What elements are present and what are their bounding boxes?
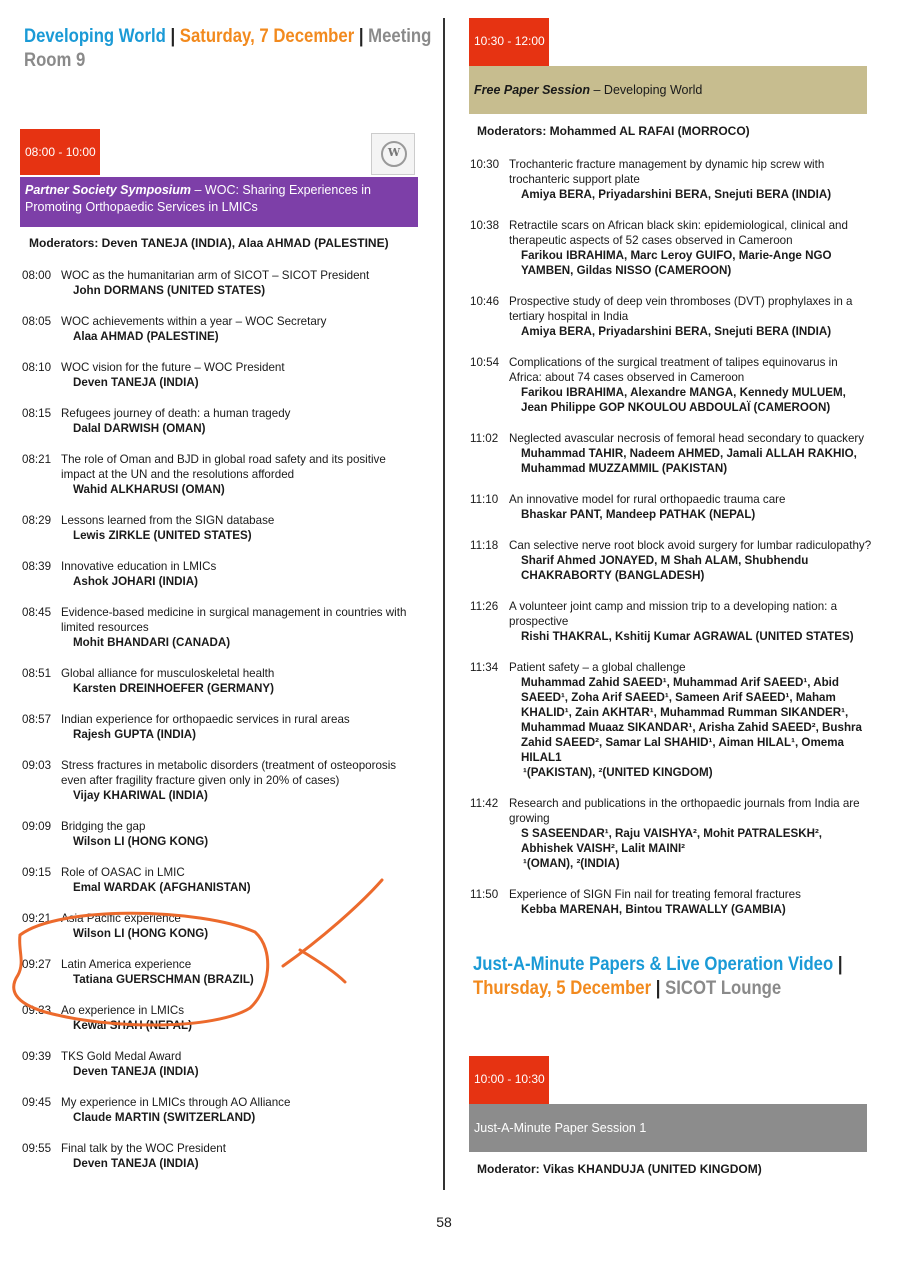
talk-authors: Deven TANEJA (INDIA) xyxy=(73,1157,199,1170)
talk-title: Can selective nerve root block avoid surgery for lumbar radiculopathy? xyxy=(509,539,872,552)
talk-item xyxy=(470,355,872,415)
talk-authors: Karsten DREINHOEFER (GERMANY) xyxy=(73,682,274,695)
talk-authors: Rishi THAKRAL, Kshitij Kumar AGRAWAL (UNITED STATES) xyxy=(521,630,854,643)
talk-authors: Mohit BHANDARI (CANADA) xyxy=(73,636,231,649)
time-badge: 08:00 - 10:00 xyxy=(20,129,100,175)
talk-title: Experience of SIGN Fin nail for treating femoral fractures xyxy=(509,888,801,901)
header-separator: | xyxy=(354,26,369,47)
talk-item xyxy=(470,492,872,522)
talk-title: Patient safety – a global challenge xyxy=(509,661,686,674)
talk-item xyxy=(470,660,872,780)
talk-title: A volunteer joint camp and mission trip to a developing nation: a prospective xyxy=(509,600,838,628)
talk-time: 08:00 xyxy=(22,269,52,282)
talk-title: Stress fractures in metabolic disorders (treatment of osteoporosis even after fragility fracture given only in 20% of cases) xyxy=(61,759,397,787)
talk-item xyxy=(470,218,872,278)
session-bar: Just-A-Minute Paper Session 1 xyxy=(469,1104,867,1152)
talk-authors: Wahid ALKHARUSI (OMAN) xyxy=(73,483,225,496)
column-divider xyxy=(443,18,445,1190)
talk-item xyxy=(470,431,872,476)
talk-time: 09:55 xyxy=(22,1142,52,1155)
header-track: Developing World xyxy=(24,26,166,47)
talk-item xyxy=(22,1049,422,1079)
page-number: 58 xyxy=(436,1214,452,1230)
talk-title: Final talk by the WOC President xyxy=(61,1142,226,1155)
talk-item xyxy=(470,157,872,202)
talk-authors: Kebba MARENAH, Bintou TRAWALLY (GAMBIA) xyxy=(521,903,786,916)
talk-list xyxy=(470,157,872,933)
talk-authors: Kewal SHAH (NEPAL) xyxy=(73,1019,192,1032)
talk-title: My experience in LMICs through AO Alliance xyxy=(61,1096,291,1109)
talk-item xyxy=(22,452,422,497)
talk-time: 09:15 xyxy=(22,866,52,879)
talk-time: 11:18 xyxy=(470,539,499,552)
talk-authors: Ashok JOHARI (INDIA) xyxy=(73,575,198,588)
talk-item xyxy=(22,1095,422,1125)
header-room-line2: Room 9 xyxy=(24,50,86,71)
talk-authors: Sharif Ahmed JONAYED, M Shah ALAM, Shubhendu CHAKRABORTY (BANGLADESH) xyxy=(521,554,809,582)
talk-time: 11:02 xyxy=(470,432,499,445)
talk-title: TKS Gold Medal Award xyxy=(61,1050,182,1063)
woc-logo xyxy=(371,133,415,175)
talk-item xyxy=(470,599,872,644)
talk-item xyxy=(22,1141,422,1171)
talk-affiliation: ¹(OMAN), ²(INDIA) xyxy=(523,857,620,870)
talk-authors: Farikou IBRAHIMA, Alexandre MANGA, Kennedy MULUEM, Jean Philippe GOP NKOULOU ABDOULAÏ (CAMEROON) xyxy=(521,386,846,414)
talk-title: Prospective study of deep vein thromboses (DVT) prophylaxes in a tertiary hospital in India xyxy=(509,295,853,323)
talk-authors: Emal WARDAK (AFGHANISTAN) xyxy=(73,881,251,894)
talk-authors: S SASEENDAR¹, Raju VAISHYA², Mohit PATRALESKH², Abhishek VAISH², Lalit MAINI² xyxy=(521,827,823,855)
talk-title: WOC achievements within a year – WOC Secretary xyxy=(61,315,327,328)
talk-title: Latin America experience xyxy=(61,958,192,971)
talk-item xyxy=(22,865,422,895)
moderators: Moderators: Deven TANEJA (INDIA), Alaa AHMAD (PALESTINE) xyxy=(29,236,389,250)
talk-title: Neglected avascular necrosis of femoral head secondary to quackery xyxy=(509,432,865,445)
talk-item xyxy=(22,819,422,849)
talk-list xyxy=(22,268,422,1187)
talk-item xyxy=(22,268,422,298)
talk-title: Refugees journey of death: a human tragedy xyxy=(61,407,291,420)
talk-item xyxy=(22,605,422,650)
talk-time: 10:30 xyxy=(470,158,500,171)
talk-authors: John DORMANS (UNITED STATES) xyxy=(73,284,266,297)
moderator: Moderator: Vikas KHANDUJA (UNITED KINGDOM) xyxy=(477,1162,762,1176)
talk-authors: Dalal DARWISH (OMAN) xyxy=(73,422,206,435)
talk-time: 11:50 xyxy=(470,888,499,901)
talk-time: 11:42 xyxy=(470,797,499,810)
talk-item xyxy=(22,513,422,543)
moderators: Moderators: Mohammed AL RAFAI (MORROCO) xyxy=(477,124,750,138)
talk-time: 10:46 xyxy=(470,295,500,308)
talk-time: 09:09 xyxy=(22,820,52,833)
talk-time: 10:54 xyxy=(470,356,500,369)
talk-authors: Claude MARTIN (SWITZERLAND) xyxy=(73,1111,256,1124)
talk-item xyxy=(22,559,422,589)
talk-authors: Muhammad Zahid SAEED¹, Muhammad Arif SAEED¹, Abid SAEED¹, Zoha Arif SAEED¹, Sameen Arif SAEED¹, Maham KHALID¹, Zain AKHTAR¹, Muhammad Rumman SIKANDER¹, Muhammad Muaaz SIKANDAR¹, Arisha Zahid SAEED², Bushra Zahid SAEED², Samar Lal SHAHID¹, Aiman HILAL¹, Omema HILAL1 xyxy=(521,676,862,764)
talk-title: Indian experience for orthopaedic services in rural areas xyxy=(61,713,350,726)
talk-time: 08:29 xyxy=(22,514,52,527)
section2-date: Thursday, 5 December xyxy=(473,978,652,999)
talk-time: 08:21 xyxy=(22,453,52,466)
talk-title: Role of OASAC in LMIC xyxy=(61,866,185,879)
section2-header xyxy=(473,953,843,1001)
logo-letter: W xyxy=(387,146,401,159)
talk-time: 09:39 xyxy=(22,1050,52,1063)
talk-affiliation: ¹(PAKISTAN), ²(UNITED KINGDOM) xyxy=(523,766,713,779)
talk-item xyxy=(470,294,872,339)
header-separator: | xyxy=(651,978,666,999)
session-bar xyxy=(20,177,418,227)
talk-time: 09:03 xyxy=(22,759,52,772)
header-room: Meeting xyxy=(368,26,432,47)
talk-item xyxy=(22,314,422,344)
talk-authors: Tatiana GUERSCHMAN (BRAZIL) xyxy=(73,973,254,986)
talk-item xyxy=(22,406,422,436)
talk-title: Complications of the surgical treatment of talipes equinovarus in Africa: about 74 cases observed in Cameroon xyxy=(509,356,838,384)
header-date: Saturday, 7 December xyxy=(179,26,355,47)
talk-time: 09:33 xyxy=(22,1004,52,1017)
session-type: Free Paper Session xyxy=(474,83,591,97)
talk-time: 08:15 xyxy=(22,407,52,420)
talk-item xyxy=(470,538,872,583)
talk-time: 09:45 xyxy=(22,1096,52,1109)
header-separator: | xyxy=(833,954,843,975)
talk-time: 08:45 xyxy=(22,606,52,619)
talk-time: 11:10 xyxy=(470,493,499,506)
talk-time: 08:51 xyxy=(22,667,52,680)
talk-title: Innovative education in LMICs xyxy=(61,560,217,573)
talk-authors: Farikou IBRAHIMA, Marc Leroy GUIFO, Marie-Ange NGO YAMBEN, Gildas NISSO (CAMEROON) xyxy=(521,249,832,277)
session-type: Partner Society Symposium xyxy=(25,183,192,197)
talk-item xyxy=(22,360,422,390)
talk-time: 08:39 xyxy=(22,560,52,573)
talk-time: 09:27 xyxy=(22,958,52,971)
talk-title: Bridging the gap xyxy=(61,820,146,833)
talk-title: Asia Pacific experience xyxy=(61,912,181,925)
talk-authors: Vijay KHARIWAL (INDIA) xyxy=(73,789,208,802)
time-badge: 10:00 - 10:30 xyxy=(469,1056,549,1104)
talk-title: WOC as the humanitarian arm of SICOT – SICOT President xyxy=(61,269,370,282)
talk-time: 08:05 xyxy=(22,315,52,328)
talk-authors: Bhaskar PANT, Mandeep PATHAK (NEPAL) xyxy=(521,508,756,521)
talk-authors: Deven TANEJA (INDIA) xyxy=(73,376,199,389)
talk-authors: Wilson LI (HONG KONG) xyxy=(73,927,209,940)
talk-authors: Lewis ZIRKLE (UNITED STATES) xyxy=(73,529,252,542)
talk-title: Research and publications in the orthopaedic journals from India are growing xyxy=(509,797,860,825)
talk-authors: Rajesh GUPTA (INDIA) xyxy=(73,728,197,741)
talk-title: WOC vision for the future – WOC President xyxy=(61,361,285,374)
talk-item xyxy=(22,1003,422,1033)
talk-time: 10:38 xyxy=(470,219,500,232)
talk-item xyxy=(22,712,422,742)
session-bar xyxy=(469,66,867,114)
talk-item xyxy=(22,911,422,941)
talk-title: An innovative model for rural orthopaedic trauma care xyxy=(509,493,786,506)
talk-authors: Deven TANEJA (INDIA) xyxy=(73,1065,199,1078)
talk-authors: Alaa AHMAD (PALESTINE) xyxy=(73,330,219,343)
talk-title: Evidence-based medicine in surgical management in countries with limited resources xyxy=(61,606,407,634)
talk-title: Trochanteric fracture management by dynamic hip screw with trochanteric support plate xyxy=(509,158,825,186)
left-header xyxy=(24,25,431,73)
session-title: – WOC: Sharing Experiences in Promoting Orthopaedic Services in LMICs xyxy=(25,183,371,214)
talk-item xyxy=(22,666,422,696)
talk-time: 09:21 xyxy=(22,912,52,925)
talk-time: 11:34 xyxy=(470,661,499,674)
talk-authors: Amiya BERA, Priyadarshini BERA, Snejuti BERA (INDIA) xyxy=(521,188,832,201)
talk-authors: Amiya BERA, Priyadarshini BERA, Snejuti BERA (INDIA) xyxy=(521,325,832,338)
talk-title: Lessons learned from the SIGN database xyxy=(61,514,275,527)
section2-track: Just-A-Minute Papers & Live Operation Video xyxy=(473,954,834,975)
talk-title: Retractile scars on African black skin: epidemiological, clinical and therapeutic aspects of 52 cases observed in Cameroon xyxy=(509,219,848,247)
talk-title: Ao experience in LMICs xyxy=(61,1004,185,1017)
talk-item xyxy=(470,796,872,871)
talk-title: The role of Oman and BJD in global road safety and its positive impact at the UN and the resolutions afforded xyxy=(61,453,386,481)
talk-authors: Wilson LI (HONG KONG) xyxy=(73,835,209,848)
header-separator: | xyxy=(165,26,180,47)
talk-time: 11:26 xyxy=(470,600,499,613)
section2-room: SICOT Lounge xyxy=(665,978,782,999)
talk-time: 08:10 xyxy=(22,361,52,374)
talk-item xyxy=(22,758,422,803)
time-badge: 10:30 - 12:00 xyxy=(469,18,549,66)
session-title: – Developing World xyxy=(590,83,703,97)
talk-authors: Muhammad TAHIR, Nadeem AHMED, Jamali ALLAH RAKHIO, Muhammad MUZZAMMIL (PAKISTAN) xyxy=(521,447,857,475)
talk-title: Global alliance for musculoskeletal health xyxy=(61,667,275,680)
talk-item xyxy=(470,887,872,917)
talk-time: 08:57 xyxy=(22,713,52,726)
talk-item xyxy=(22,957,422,987)
